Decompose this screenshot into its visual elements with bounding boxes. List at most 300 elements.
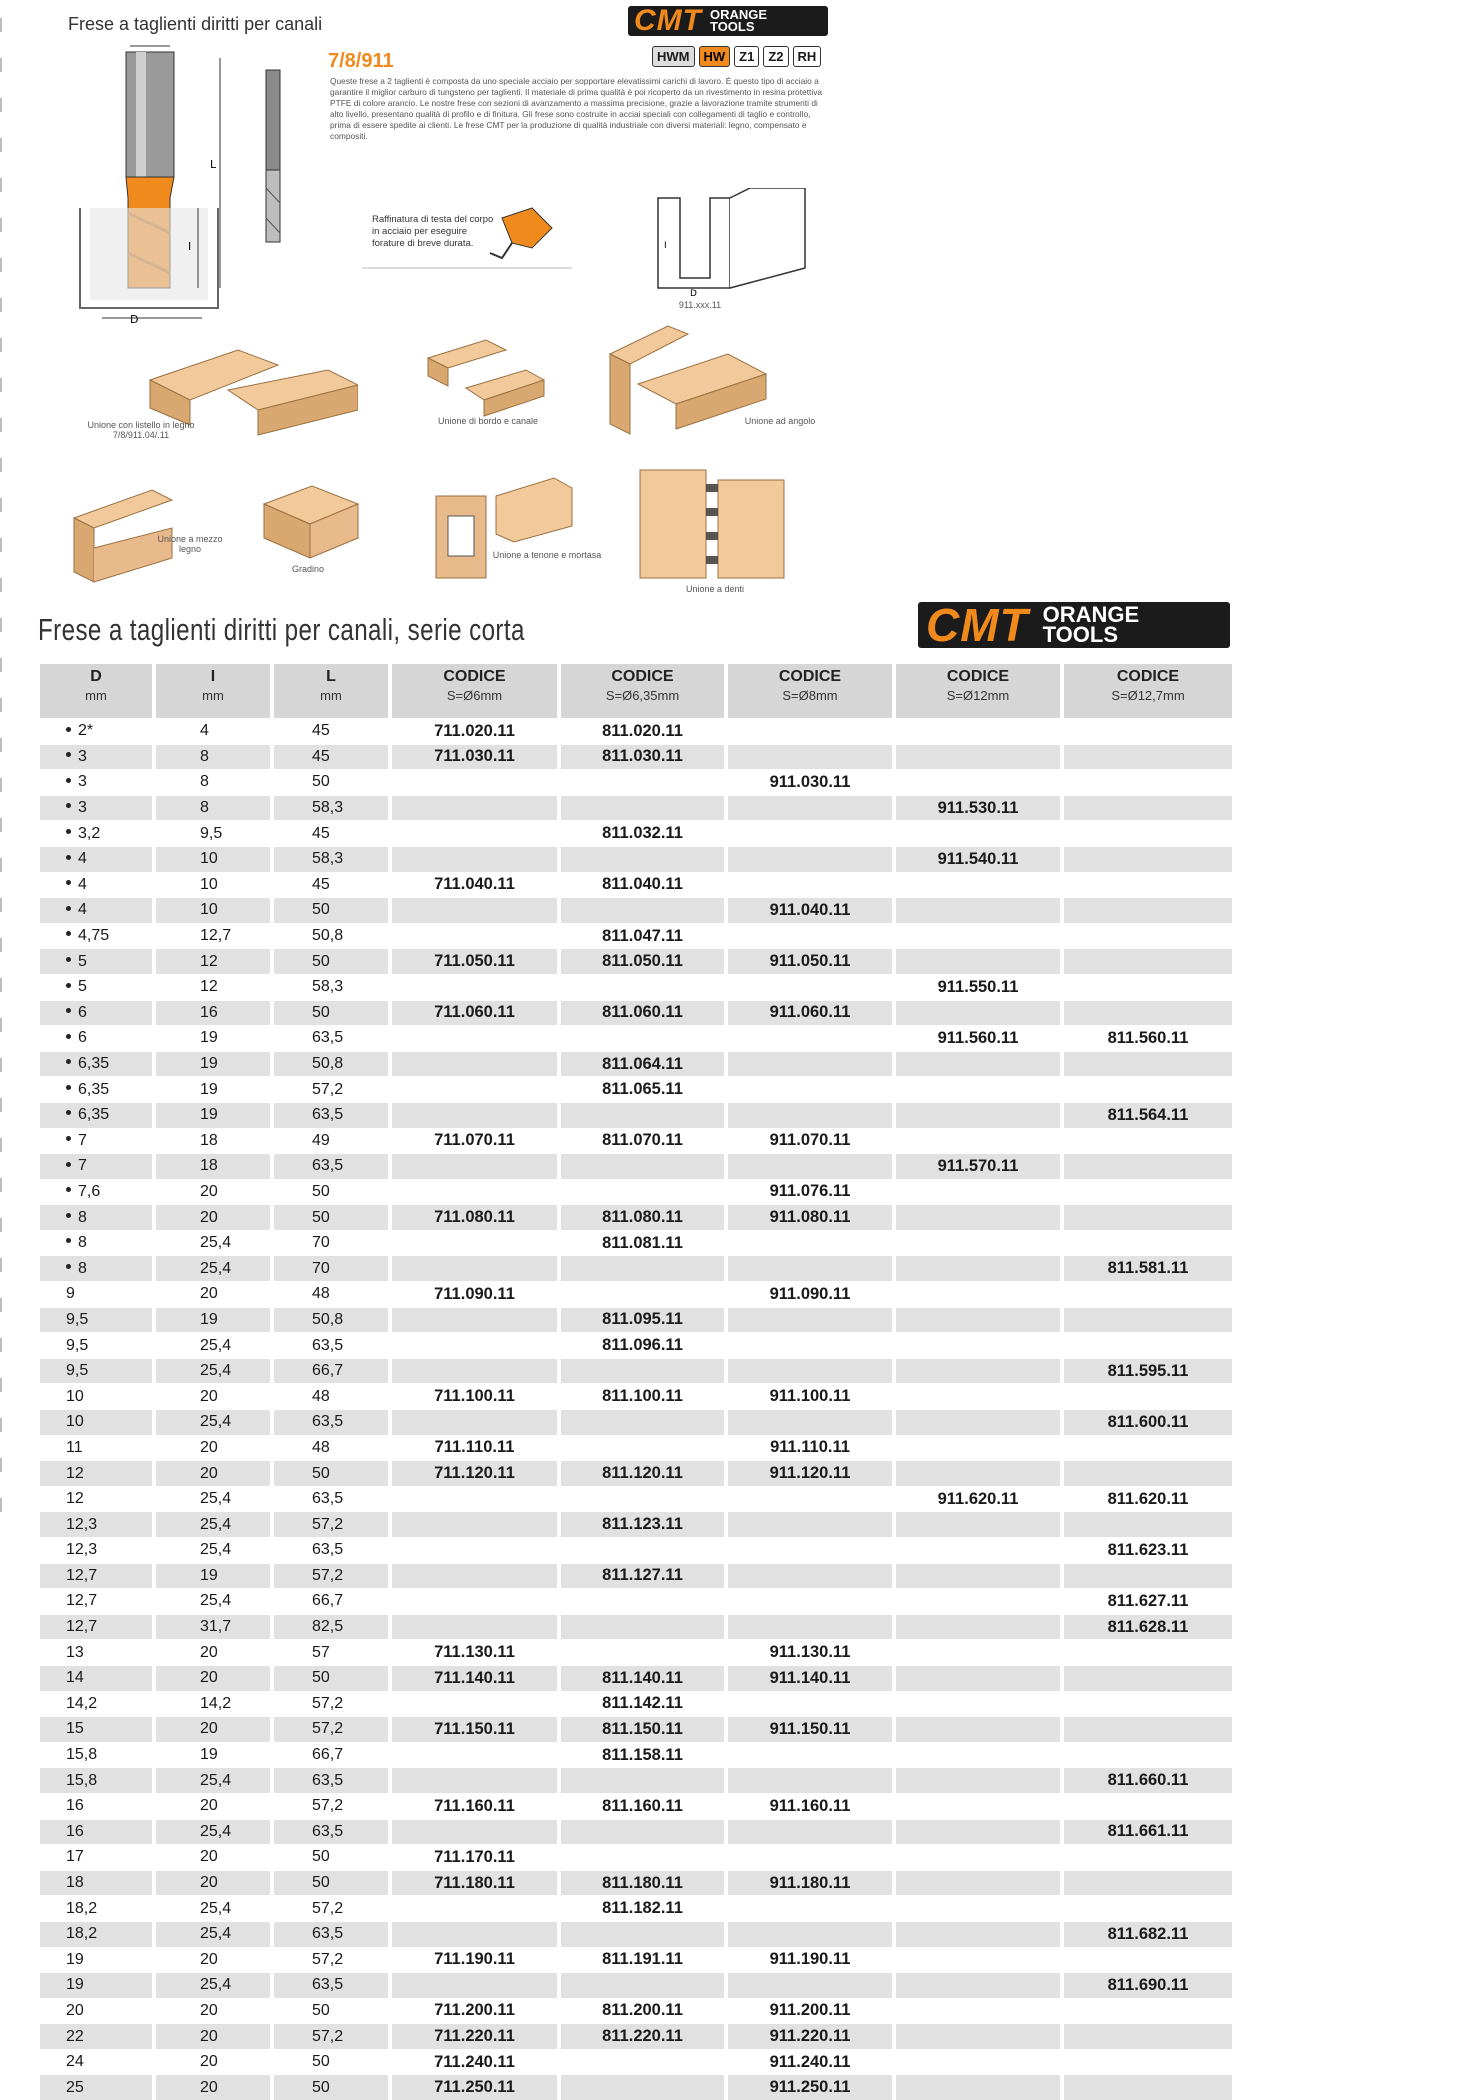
svg-text:D: D xyxy=(690,289,697,298)
diameter-value: 6,35 xyxy=(78,1081,109,1098)
rabbet-illustration xyxy=(262,484,362,560)
product-code xyxy=(1062,1845,1232,1871)
diameter-cell xyxy=(40,744,154,770)
bullet-icon xyxy=(66,752,71,757)
total-length-cell: 57,2 xyxy=(272,1947,390,1973)
table-row xyxy=(40,1793,1232,1819)
diameter-value: 3 xyxy=(78,799,87,816)
cut-length-cell: 19 xyxy=(154,1563,272,1589)
product-description: Queste frese a 2 taglienti è composta da uno speciale acciaio per sopportare elevatissimi carichi di lavoro. È questo tipo di acciaio a garantire il miglior carburo di tungsteno per taglienti. Il materiale di prima qualità è poi ricoperto da un rivestimento in resina protettiva PTFE di colore arancio. Le nostre frese con sezioni di avanzamento a massima precisione, grazie a lavorazione tramite strumenti di alto livello, presentano qualità di profilo e di finitura. Gli frese sono costruite in acciai speciali con collegamenti di taglio e controllo, prima di essere spedite ai clienti. Le frese CMT per la produzione di qualità industriale con diversi materiali: legno, compensato e compositi. xyxy=(330,76,830,142)
product-code xyxy=(894,872,1062,898)
diameter-cell xyxy=(40,1538,154,1564)
product-code xyxy=(390,1768,559,1794)
table-row xyxy=(40,1614,1232,1640)
product-code xyxy=(1062,872,1232,898)
cut-length-cell: 20 xyxy=(154,1179,272,1205)
column-unit: S=Ø12,7mm xyxy=(1064,688,1232,703)
table-row xyxy=(40,744,1232,770)
rabbet-label: Gradino xyxy=(268,564,348,574)
product-code xyxy=(894,1768,1062,1794)
product-code xyxy=(894,923,1062,949)
diameter-cell xyxy=(40,795,154,821)
product-code: 811.095.11 xyxy=(559,1307,726,1333)
table-row xyxy=(40,923,1232,949)
table-row xyxy=(40,846,1232,872)
column-unit: S=Ø12mm xyxy=(896,688,1060,703)
product-code xyxy=(559,1614,726,1640)
product-code xyxy=(559,1179,726,1205)
diameter-value: 12,3 xyxy=(66,1541,97,1558)
diameter-value: 4 xyxy=(78,876,87,893)
diameter-cell xyxy=(40,1947,154,1973)
product-code xyxy=(559,770,726,796)
cut-length-cell: 19 xyxy=(154,1077,272,1103)
cut-length-cell: 25,4 xyxy=(154,1410,272,1436)
product-code xyxy=(726,719,894,745)
product-code xyxy=(726,1896,894,1922)
diameter-cell xyxy=(40,1102,154,1128)
product-code xyxy=(894,1077,1062,1103)
product-code: 811.158.11 xyxy=(559,1742,726,1768)
product-code xyxy=(390,1026,559,1052)
product-code: 911.076.11 xyxy=(726,1179,894,1205)
product-code xyxy=(559,1410,726,1436)
cut-length-cell: 20 xyxy=(154,1947,272,1973)
product-code xyxy=(894,1384,1062,1410)
total-length-cell: 49 xyxy=(272,1128,390,1154)
product-code xyxy=(390,1896,559,1922)
product-code xyxy=(726,1486,894,1512)
product-code: 911.250.11 xyxy=(726,2075,894,2100)
column-label: CODICE xyxy=(779,668,841,685)
cut-length-cell: 25,4 xyxy=(154,1512,272,1538)
product-code xyxy=(726,1051,894,1077)
cut-length-cell: 20 xyxy=(154,1435,272,1461)
product-code xyxy=(894,1461,1062,1487)
product-code: 911.070.11 xyxy=(726,1128,894,1154)
table-row xyxy=(40,1051,1232,1077)
total-length-cell: 63,5 xyxy=(272,1486,390,1512)
diameter-value: 18,2 xyxy=(66,1900,97,1917)
logo-subtext: ORANGE TOOLS xyxy=(710,9,767,33)
cut-length-cell: 8 xyxy=(154,770,272,796)
logo-subtext: ORANGE TOOLS xyxy=(1043,605,1140,645)
product-code xyxy=(1062,1154,1232,1180)
diameter-cell xyxy=(40,1896,154,1922)
product-code xyxy=(559,1154,726,1180)
column-header xyxy=(726,664,894,719)
product-code xyxy=(726,1921,894,1947)
product-code: 911.030.11 xyxy=(726,770,894,796)
diameter-cell xyxy=(40,2024,154,2050)
product-code xyxy=(894,1128,1062,1154)
table-row xyxy=(40,1077,1232,1103)
product-code xyxy=(894,770,1062,796)
product-code: 811.140.11 xyxy=(559,1665,726,1691)
product-code: 711.220.11 xyxy=(390,2024,559,2050)
product-code xyxy=(1062,1051,1232,1077)
diameter-cell xyxy=(40,1051,154,1077)
cut-length-cell: 12 xyxy=(154,974,272,1000)
product-code: 911.040.11 xyxy=(726,898,894,924)
product-code xyxy=(390,1512,559,1538)
product-code xyxy=(390,1077,559,1103)
total-length-cell: 70 xyxy=(272,1230,390,1256)
cmt-logo-large xyxy=(918,602,1230,648)
product-code: 811.682.11 xyxy=(1062,1921,1232,1947)
total-length-cell: 50,8 xyxy=(272,1051,390,1077)
diameter-value: 6 xyxy=(78,1004,87,1021)
product-code xyxy=(1062,1793,1232,1819)
diameter-value: 18,2 xyxy=(66,1925,97,1942)
table-row xyxy=(40,1538,1232,1564)
product-code xyxy=(726,1538,894,1564)
total-length-cell: 48 xyxy=(272,1435,390,1461)
product-code xyxy=(1062,1998,1232,2024)
product-code: 811.560.11 xyxy=(1062,1026,1232,1052)
product-code xyxy=(894,1205,1062,1231)
diameter-cell xyxy=(40,821,154,847)
product-code xyxy=(726,1154,894,1180)
product-code: 811.690.11 xyxy=(1062,1973,1232,1999)
joint-half-label: Unione a mezzo legno xyxy=(150,534,230,554)
diameter-value: 5 xyxy=(78,953,87,970)
product-code xyxy=(559,1589,726,1615)
diameter-cell xyxy=(40,1845,154,1871)
table-row xyxy=(40,1256,1232,1282)
table-row xyxy=(40,1102,1232,1128)
svg-text:I: I xyxy=(188,240,191,253)
diameter-cell xyxy=(40,1563,154,1589)
column-unit: S=Ø8mm xyxy=(728,688,892,703)
total-length-cell: 50 xyxy=(272,898,390,924)
joint-insert-label: Unione con listello in legno 7/8/911.04/.11 xyxy=(66,420,216,440)
product-code: 811.627.11 xyxy=(1062,1589,1232,1615)
table-row xyxy=(40,2075,1232,2100)
total-length-cell: 82,5 xyxy=(272,1614,390,1640)
product-code xyxy=(559,974,726,1000)
product-code xyxy=(894,949,1062,975)
cut-length-cell: 25,4 xyxy=(154,1486,272,1512)
joint-edge-illustration xyxy=(426,338,546,418)
table-row xyxy=(40,1384,1232,1410)
diameter-cell xyxy=(40,1128,154,1154)
cut-length-cell: 19 xyxy=(154,1026,272,1052)
cut-length-cell: 19 xyxy=(154,1051,272,1077)
cut-length-cell: 14,2 xyxy=(154,1691,272,1717)
product-code xyxy=(894,1896,1062,1922)
diameter-value: 3 xyxy=(78,773,87,790)
product-code: 711.200.11 xyxy=(390,1998,559,2024)
product-code xyxy=(390,1614,559,1640)
table-row xyxy=(40,1640,1232,1666)
table-row xyxy=(40,1845,1232,1871)
total-length-cell: 66,7 xyxy=(272,1358,390,1384)
cut-length-cell: 20 xyxy=(154,1205,272,1231)
product-code xyxy=(559,1256,726,1282)
product-code xyxy=(390,974,559,1000)
series-number: 7/8/911 xyxy=(328,50,394,73)
product-code: 911.130.11 xyxy=(726,1640,894,1666)
product-code: 811.127.11 xyxy=(559,1563,726,1589)
cut-length-cell: 20 xyxy=(154,1665,272,1691)
product-code xyxy=(894,1819,1062,1845)
svg-text:D: D xyxy=(130,313,138,326)
product-code: 811.123.11 xyxy=(559,1512,726,1538)
product-code: 711.050.11 xyxy=(390,949,559,975)
diameter-cell xyxy=(40,1307,154,1333)
product-code xyxy=(894,1179,1062,1205)
product-code: 711.130.11 xyxy=(390,1640,559,1666)
table-row xyxy=(40,1282,1232,1308)
product-code xyxy=(726,795,894,821)
product-code xyxy=(726,1256,894,1282)
mortise-illustration xyxy=(434,476,574,580)
margin-ticks xyxy=(0,18,4,1538)
product-code xyxy=(894,1410,1062,1436)
product-code: 811.200.11 xyxy=(559,1998,726,2024)
product-code xyxy=(1062,1691,1232,1717)
diameter-value: 18 xyxy=(66,1874,84,1891)
product-code xyxy=(894,1742,1062,1768)
product-code xyxy=(894,1973,1062,1999)
cut-length-cell: 25,4 xyxy=(154,1589,272,1615)
bullet-icon xyxy=(66,1136,71,1141)
bullet-icon xyxy=(66,803,71,808)
product-code: 911.550.11 xyxy=(894,974,1062,1000)
diameter-cell xyxy=(40,949,154,975)
product-code xyxy=(559,1358,726,1384)
table-row xyxy=(40,1230,1232,1256)
column-header xyxy=(154,664,272,719)
column-label: L xyxy=(326,668,336,685)
diameter-cell xyxy=(40,1665,154,1691)
total-length-cell: 50 xyxy=(272,1179,390,1205)
product-code: 811.047.11 xyxy=(559,923,726,949)
product-code xyxy=(390,1691,559,1717)
product-code: 811.050.11 xyxy=(559,949,726,975)
product-code xyxy=(894,1563,1062,1589)
cut-length-cell: 19 xyxy=(154,1102,272,1128)
column-label: CODICE xyxy=(443,668,505,685)
diameter-cell xyxy=(40,1154,154,1180)
cut-length-cell: 19 xyxy=(154,1742,272,1768)
product-code: 711.020.11 xyxy=(390,719,559,745)
product-code xyxy=(390,1742,559,1768)
total-length-cell: 50 xyxy=(272,949,390,975)
total-length-cell: 50 xyxy=(272,1461,390,1487)
product-code xyxy=(726,1410,894,1436)
diameter-value: 9 xyxy=(66,1285,75,1302)
product-code xyxy=(726,1512,894,1538)
product-code: 711.250.11 xyxy=(390,2075,559,2100)
diameter-cell xyxy=(40,1589,154,1615)
product-code: 811.182.11 xyxy=(559,1896,726,1922)
product-code: 911.090.11 xyxy=(726,1282,894,1308)
product-code xyxy=(559,1973,726,1999)
total-length-cell: 50 xyxy=(272,2075,390,2100)
cut-length-cell: 25,4 xyxy=(154,1921,272,1947)
total-length-cell: 50 xyxy=(272,1000,390,1026)
cut-length-cell: 20 xyxy=(154,1870,272,1896)
cut-length-cell: 25,4 xyxy=(154,1230,272,1256)
diameter-cell xyxy=(40,1282,154,1308)
cut-length-cell: 20 xyxy=(154,1282,272,1308)
badge-hwm: HWM xyxy=(652,46,695,67)
bullet-icon xyxy=(66,829,71,834)
column-label: CODICE xyxy=(947,668,1009,685)
bullet-icon xyxy=(66,1059,71,1064)
product-code xyxy=(559,1921,726,1947)
bullet-icon xyxy=(66,957,71,962)
diameter-value: 16 xyxy=(66,1823,84,1840)
product-code: 711.090.11 xyxy=(390,1282,559,1308)
bullet-icon xyxy=(66,1213,71,1218)
total-length-cell: 63,5 xyxy=(272,1410,390,1436)
total-length-cell: 57,2 xyxy=(272,1793,390,1819)
cut-length-cell: 19 xyxy=(154,1307,272,1333)
product-code xyxy=(1062,2075,1232,2100)
product-code xyxy=(390,1154,559,1180)
product-code: 811.623.11 xyxy=(1062,1538,1232,1564)
table-row xyxy=(40,1717,1232,1743)
logo-text: CMT xyxy=(926,598,1029,652)
cut-length-cell: 16 xyxy=(154,1000,272,1026)
diameter-value: 11 xyxy=(66,1439,83,1456)
column-label: D xyxy=(90,668,102,685)
cut-length-cell: 20 xyxy=(154,1384,272,1410)
bullet-icon xyxy=(66,778,71,783)
cut-length-cell: 20 xyxy=(154,1461,272,1487)
column-unit: mm xyxy=(274,688,388,703)
profile-label: 911.xxx.11 xyxy=(650,300,750,310)
diameter-cell xyxy=(40,1205,154,1231)
diameter-value: 14 xyxy=(66,1669,84,1686)
column-header xyxy=(1062,664,1232,719)
total-length-cell: 57 xyxy=(272,1640,390,1666)
product-code xyxy=(726,846,894,872)
product-code xyxy=(1062,1461,1232,1487)
diameter-value: 7 xyxy=(78,1157,87,1174)
page-title: Frese a taglienti diritti per canali xyxy=(68,14,322,35)
mortise-label: Unione a tenone e mortasa xyxy=(492,550,602,560)
cut-length-cell: 10 xyxy=(154,872,272,898)
bullet-icon xyxy=(66,727,71,732)
diameter-value: 8 xyxy=(78,1209,87,1226)
product-code xyxy=(559,1486,726,1512)
product-code: 811.032.11 xyxy=(559,821,726,847)
product-code xyxy=(390,1410,559,1436)
column-header xyxy=(272,664,390,719)
bullet-icon xyxy=(66,880,71,885)
diameter-value: 6,35 xyxy=(78,1106,109,1123)
table-row xyxy=(40,719,1232,745)
product-code xyxy=(894,1538,1062,1564)
product-code: 711.120.11 xyxy=(390,1461,559,1487)
product-code xyxy=(390,821,559,847)
diameter-cell xyxy=(40,1717,154,1743)
product-code: 911.080.11 xyxy=(726,1205,894,1231)
total-length-cell: 48 xyxy=(272,1384,390,1410)
product-code xyxy=(1062,744,1232,770)
table-title: Frese a taglienti diritti per canali, serie corta xyxy=(38,612,525,648)
cut-length-cell: 25,4 xyxy=(154,1896,272,1922)
diameter-cell xyxy=(40,719,154,745)
product-code xyxy=(1062,1435,1232,1461)
product-code: 911.620.11 xyxy=(894,1486,1062,1512)
diameter-value: 15,8 xyxy=(66,1746,97,1763)
feature-badges xyxy=(652,46,821,67)
product-code: 911.160.11 xyxy=(726,1793,894,1819)
product-code xyxy=(559,1819,726,1845)
cut-length-cell: 20 xyxy=(154,1998,272,2024)
total-length-cell: 50 xyxy=(272,1870,390,1896)
table-header-row xyxy=(40,664,1232,719)
total-length-cell: 58,3 xyxy=(272,846,390,872)
table-row xyxy=(40,1998,1232,2024)
product-code xyxy=(390,1230,559,1256)
cut-length-cell: 25,4 xyxy=(154,1768,272,1794)
product-code xyxy=(390,1256,559,1282)
svg-text:I: I xyxy=(664,241,667,251)
cut-length-cell: 25,4 xyxy=(154,1358,272,1384)
product-code: 811.661.11 xyxy=(1062,1819,1232,1845)
column-unit: S=Ø6mm xyxy=(392,688,557,703)
product-code xyxy=(1062,1307,1232,1333)
table-row xyxy=(40,795,1232,821)
column-header xyxy=(390,664,559,719)
product-code xyxy=(1062,1179,1232,1205)
cut-length-cell: 20 xyxy=(154,1640,272,1666)
product-code xyxy=(390,1179,559,1205)
product-code xyxy=(559,1435,726,1461)
cut-length-cell: 20 xyxy=(154,2075,272,2100)
diameter-cell xyxy=(40,1742,154,1768)
product-code xyxy=(390,1358,559,1384)
diameter-cell xyxy=(40,1026,154,1052)
table-body xyxy=(40,719,1232,2100)
diameter-value: 19 xyxy=(66,1951,84,1968)
column-unit: mm xyxy=(40,688,152,703)
diameter-cell xyxy=(40,1230,154,1256)
product-code xyxy=(1062,1282,1232,1308)
product-code xyxy=(1062,846,1232,872)
joint-angle-label: Unione ad angolo xyxy=(730,416,830,426)
product-code xyxy=(559,898,726,924)
diameter-cell xyxy=(40,898,154,924)
cut-length-cell: 18 xyxy=(154,1128,272,1154)
cut-length-cell: 20 xyxy=(154,1717,272,1743)
product-code: 811.030.11 xyxy=(559,744,726,770)
teeth-illustration xyxy=(638,468,788,580)
product-code xyxy=(894,1000,1062,1026)
diameter-value: 10 xyxy=(66,1388,84,1405)
product-code xyxy=(726,1614,894,1640)
diameter-value: 4,75 xyxy=(78,927,109,944)
logo-text: CMT xyxy=(634,4,702,38)
bullet-icon xyxy=(66,1008,71,1013)
diameter-value: 6 xyxy=(78,1029,87,1046)
table-row xyxy=(40,1128,1232,1154)
groove-profile-diagram xyxy=(650,188,810,298)
product-code xyxy=(559,2075,726,2100)
cut-length-cell: 25,4 xyxy=(154,1973,272,1999)
total-length-cell: 63,5 xyxy=(272,1973,390,1999)
bullet-icon xyxy=(66,1238,71,1243)
product-code xyxy=(894,898,1062,924)
product-code: 811.100.11 xyxy=(559,1384,726,1410)
bullet-icon xyxy=(66,1110,71,1115)
